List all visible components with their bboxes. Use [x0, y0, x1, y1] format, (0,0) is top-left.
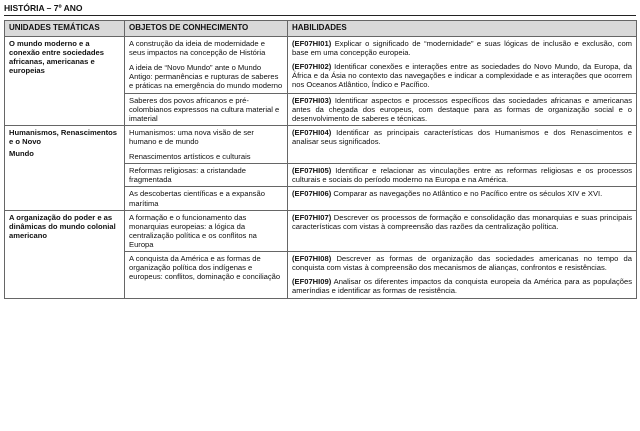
knowledge-object: A construção da ideia de modernidade e seus impactos na concepção de História — [129, 39, 266, 58]
knowledge-object: Renascimentos artísticos e culturais — [129, 152, 251, 162]
skill-text: Analisar os diferentes impactos da conquista europeia da América para as populações ameríndias e identificar as formas de resistência. — [292, 277, 632, 296]
knowledge-object: A ideia de “Novo Mundo” ante o Mundo Antigo: permanências e rupturas de saberes e práticas na emergência do mundo moderno — [129, 63, 283, 91]
skill-item — [292, 189, 632, 198]
skill-code: (EF07HI03) — [292, 95, 332, 105]
header-habilidades: HABILIDADES — [288, 21, 637, 37]
knowledge-object: As descobertas científicas e a expansão marítima — [129, 189, 265, 208]
skill-item — [292, 213, 632, 231]
knowledge-object: A conquista da América e as formas de organização política dos indígenas e europeus: conflitos, dominação e conciliação — [129, 254, 281, 282]
header-objetos-conhecimento: OBJETOS DE CONHECIMENTO — [125, 21, 288, 37]
objects-cell — [125, 210, 288, 251]
document-title: HISTÓRIA – 7º ANO — [4, 3, 83, 13]
skill-text: Comparar as navegações no Atlântico e no Pacífico entre os séculos XIV e XVI. — [331, 189, 603, 199]
table-row — [5, 37, 637, 94]
skill-code: (EF07HI04) — [292, 127, 332, 137]
skill-text: Identificar as principais características dos Humanismos e dos Renascimentos e analisar seus significados. — [292, 127, 632, 146]
objects-cell — [125, 164, 288, 187]
skill-item — [292, 166, 632, 184]
skills-cell — [288, 210, 637, 251]
skills-cell — [288, 37, 637, 94]
thematic-unit-cell — [5, 125, 125, 210]
skills-cell — [288, 125, 637, 163]
objects-cell — [125, 252, 288, 298]
skills-cell — [288, 252, 637, 298]
knowledge-object: Reformas religiosas: a cristandade fragmentada — [129, 166, 246, 185]
knowledge-object: Saberes dos povos africanos e pré-colombianos expressos na cultura material e imaterial — [129, 95, 280, 123]
skill-code: (EF07HI09) — [292, 277, 332, 287]
title-underline — [4, 15, 636, 16]
skill-text: Descrever os processos de formação e consolidação das monarquias e suas principais características com vistas à compreensão das razões da centralização política. — [292, 212, 632, 231]
skill-item — [292, 277, 632, 295]
skills-cell — [288, 187, 637, 210]
skill-code: (EF07HI06) — [292, 189, 332, 199]
header-unidades-tematicas: UNIDADES TEMÁTICAS — [5, 21, 125, 37]
skill-code: (EF07HI05) — [292, 166, 332, 176]
objects-cell — [125, 93, 288, 125]
skill-text: Identificar e relacionar as vinculações entre as reformas religiosas e os processos culturais e sociais do período moderno na Europa e na América. — [292, 166, 632, 185]
skill-text: Descrever as formas de organização das sociedades americanas no tempo da conquista com vistas à compreensão dos mecanismos de alianças, confrontos e resistências. — [292, 254, 632, 273]
skill-code: (EF07HI08) — [292, 254, 332, 264]
thematic-unit-line: Humanismos, Renascimentos e o Novo — [9, 127, 118, 146]
curriculum-table — [4, 20, 637, 299]
skill-code: (EF07HI01) — [292, 39, 332, 48]
skills-cell — [288, 93, 637, 125]
skill-item — [292, 96, 632, 123]
skill-text: Identificar conexões e interações entre as sociedades do Novo Mundo, da Europa, da África e da Ásia no contexto das navegações e indicar a complexidade e as interações que ocorrem nos Oceanos Atlântico, Índico e Pacífico. — [292, 62, 632, 90]
table-header-row — [5, 21, 637, 37]
thematic-unit-line: Mundo — [9, 149, 34, 159]
table-row — [5, 210, 637, 251]
skill-code: (EF07HI02) — [292, 62, 332, 72]
skill-text: Explicar o significado de “modernidade” e suas lógicas de inclusão e exclusão, com base em uma concepção europeia. — [292, 39, 632, 58]
skill-item — [292, 39, 632, 57]
objects-cell — [125, 37, 288, 94]
objects-cell — [125, 125, 288, 163]
table-row — [5, 125, 637, 163]
skill-item — [292, 62, 632, 89]
skill-text: Identificar aspectos e processos específicos das sociedades africanas e americanas antes da chegada dos europeus, com destaque para as formas de organização social e o desenvolvimento de saberes e técnicas. — [292, 95, 632, 123]
skills-cell — [288, 164, 637, 187]
thematic-unit-cell: A organização do poder e as dinâmicas do mundo colonial americano — [5, 210, 125, 298]
skill-item — [292, 254, 632, 272]
objects-cell — [125, 187, 288, 210]
knowledge-object: A formação e o funcionamento das monarquias europeias: a lógica da centralização política e os conflitos na Europa — [129, 212, 257, 249]
skill-code: (EF07HI07) — [292, 212, 332, 222]
thematic-unit-cell: O mundo moderno e a conexão entre sociedades africanas, americanas e europeias — [5, 37, 125, 126]
skill-item — [292, 128, 632, 146]
knowledge-object: Humanismos: uma nova visão de ser humano e de mundo — [129, 127, 254, 146]
